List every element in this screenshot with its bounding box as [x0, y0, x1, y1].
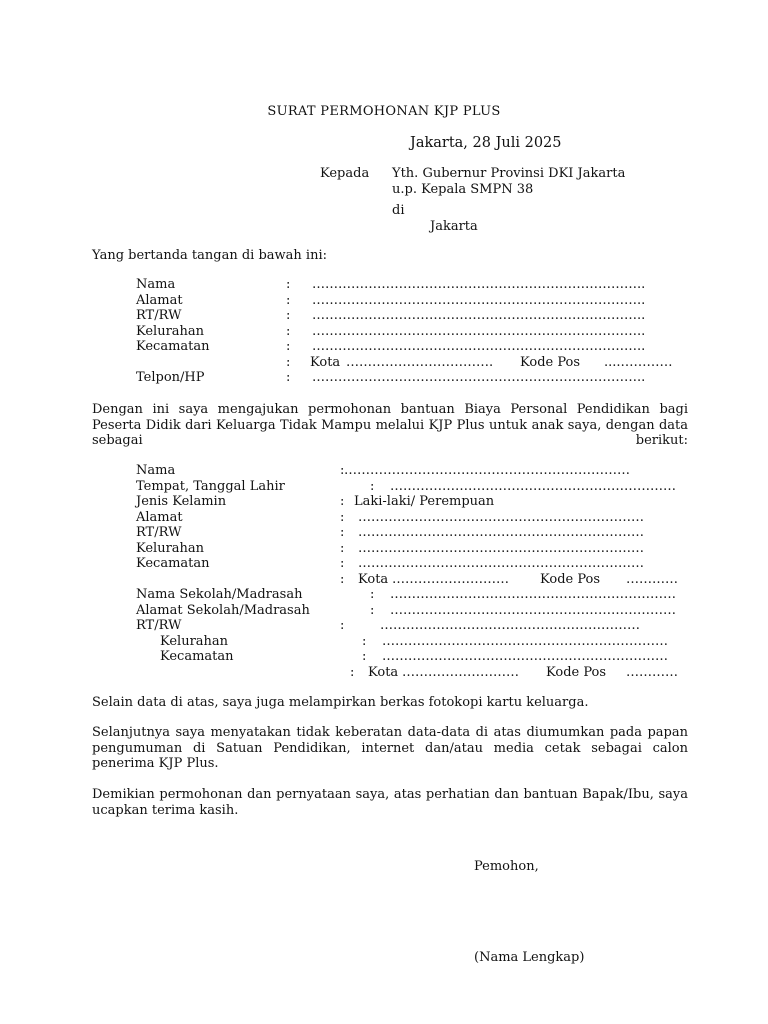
- field-blank: …………………………………………………………: [358, 556, 644, 571]
- field-blank: …………………………………………………………: [390, 587, 676, 602]
- kota-blank: ………………………: [402, 664, 519, 680]
- recipient-label: Kepada: [320, 166, 370, 181]
- signature-name: (Nama Lengkap): [474, 950, 585, 965]
- signature-label: Pemohon,: [474, 859, 539, 874]
- field-label: Kecamatan: [136, 556, 210, 571]
- field-colon: :: [340, 463, 345, 478]
- field-colon: :: [286, 308, 291, 323]
- recipient-line: Jakarta: [430, 218, 478, 234]
- field-blank: …………………………………………………………: [358, 540, 644, 556]
- field-colon: :: [370, 478, 375, 494]
- field-blank: …………………………………………………………………..: [312, 292, 646, 308]
- recipient-line: di: [392, 203, 405, 218]
- field-blank: …………………………………………………………: [382, 649, 668, 664]
- field-colon: :: [370, 587, 375, 602]
- kota-blank: …………………………….: [346, 354, 494, 370]
- kodepos-blank: …………: [626, 571, 678, 587]
- field-value: Laki-laki/ Perempuan: [354, 494, 495, 509]
- field-colon: :: [350, 664, 355, 680]
- field-label: RT/RW: [136, 618, 182, 633]
- field-blank: …………………………………………………………: [382, 633, 668, 649]
- field-blank: …………………………………………………………………..: [312, 323, 646, 339]
- field-label: Alamat Sekolah/Madrasah: [136, 602, 310, 618]
- letter-title: SURAT PERMOHONAN KJP PLUS: [267, 104, 501, 119]
- field-colon: :: [340, 571, 345, 587]
- field-label: Nama: [136, 277, 176, 292]
- field-label: Kecamatan: [136, 339, 210, 354]
- kodepos-blank: ....…………: [604, 354, 673, 370]
- field-colon: :: [340, 618, 345, 633]
- field-colon: :: [340, 509, 345, 525]
- field-blank: …………………………………………………………………..: [312, 339, 646, 354]
- intro-text: Yang bertanda tangan di bawah ini:: [92, 248, 327, 263]
- field-colon: :: [286, 339, 291, 354]
- letter-date: Jakarta, 28 Juli 2025: [410, 135, 562, 151]
- field-colon: :: [286, 370, 291, 385]
- field-blank: …………………………………………………………: [358, 509, 644, 525]
- kodepos-blank: …………: [626, 664, 678, 680]
- field-colon: :: [340, 525, 345, 540]
- field-blank: ……………………………………………………: [380, 618, 640, 633]
- kota-blank: ………………………: [392, 571, 509, 587]
- field-label: Kecamatan: [160, 649, 234, 664]
- closing-paragraph: Demikian permohonan dan pernyataan saya, atas perhatian dan bantuan Bapak/Ibu, saya ucapkan terima kasih.: [92, 787, 688, 818]
- field-blank: …………………………………………………………: [344, 463, 630, 478]
- field-blank: …………………………………………………………………..: [312, 370, 646, 385]
- field-colon: :: [370, 602, 375, 618]
- field-label: Alamat: [136, 509, 183, 525]
- recipient-line: u.p. Kepala SMPN 38: [392, 181, 534, 197]
- field-label: Kelurahan: [136, 323, 205, 339]
- field-colon: :: [362, 633, 367, 649]
- field-label: Telpon/HP: [136, 370, 205, 385]
- kodepos-label: Kode Pos: [546, 664, 607, 680]
- kota-label: Kota: [310, 354, 341, 370]
- field-blank: …………………………………………………………: [390, 602, 676, 618]
- field-blank: …………………………………………………………: [358, 525, 644, 540]
- field-colon: :: [286, 354, 291, 370]
- field-colon: :: [340, 540, 345, 556]
- request-paragraph: Dengan ini saya mengajukan permohonan bantuan Biaya Personal Pendidikan bagi Peserta Didik dari Keluarga Tidak Mampu melalui KJP Plus untuk anak saya, dengan data sebagai berikut:: [92, 402, 688, 448]
- kodepos-label: Kode Pos: [520, 354, 581, 370]
- kota-label: Kota: [358, 571, 389, 587]
- field-colon: :: [286, 323, 291, 339]
- field-colon: :: [286, 292, 291, 308]
- field-colon: :: [286, 277, 291, 292]
- field-blank: …………………………………………………………: [390, 478, 676, 494]
- field-label: RT/RW: [136, 308, 182, 323]
- statement-paragraph: Selanjutnya saya menyatakan tidak keberatan data-data di atas diumumkan pada papan pengumuman di Satuan Pendidikan, internet dan/atau media cetak sebagai calon penerima KJP Plus.: [92, 725, 688, 771]
- kota-label: Kota: [368, 664, 399, 680]
- field-label: Kelurahan: [160, 633, 229, 649]
- kodepos-label: Kode Pos: [540, 571, 601, 587]
- attachment-paragraph: Selain data di atas, saya juga melampirkan berkas fotokopi kartu keluarga.: [92, 695, 589, 710]
- field-label: Nama Sekolah/Madrasah: [136, 587, 303, 602]
- recipient-block: [392, 166, 625, 234]
- field-label: Nama: [136, 463, 176, 478]
- field-blank: …………………………………………………………………..: [312, 308, 646, 323]
- field-label: RT/RW: [136, 525, 182, 540]
- field-label: Alamat: [136, 292, 183, 308]
- field-colon: :: [362, 649, 367, 664]
- field-colon: :: [340, 556, 345, 571]
- field-colon: :: [340, 494, 345, 509]
- field-label: Jenis Kelamin: [136, 494, 227, 509]
- field-label: Tempat, Tanggal Lahir: [136, 478, 285, 494]
- recipient-line: Yth. Gubernur Provinsi DKI Jakarta: [392, 166, 626, 181]
- field-blank: …………………………………………………………………..: [312, 277, 646, 292]
- field-label: Kelurahan: [136, 540, 205, 556]
